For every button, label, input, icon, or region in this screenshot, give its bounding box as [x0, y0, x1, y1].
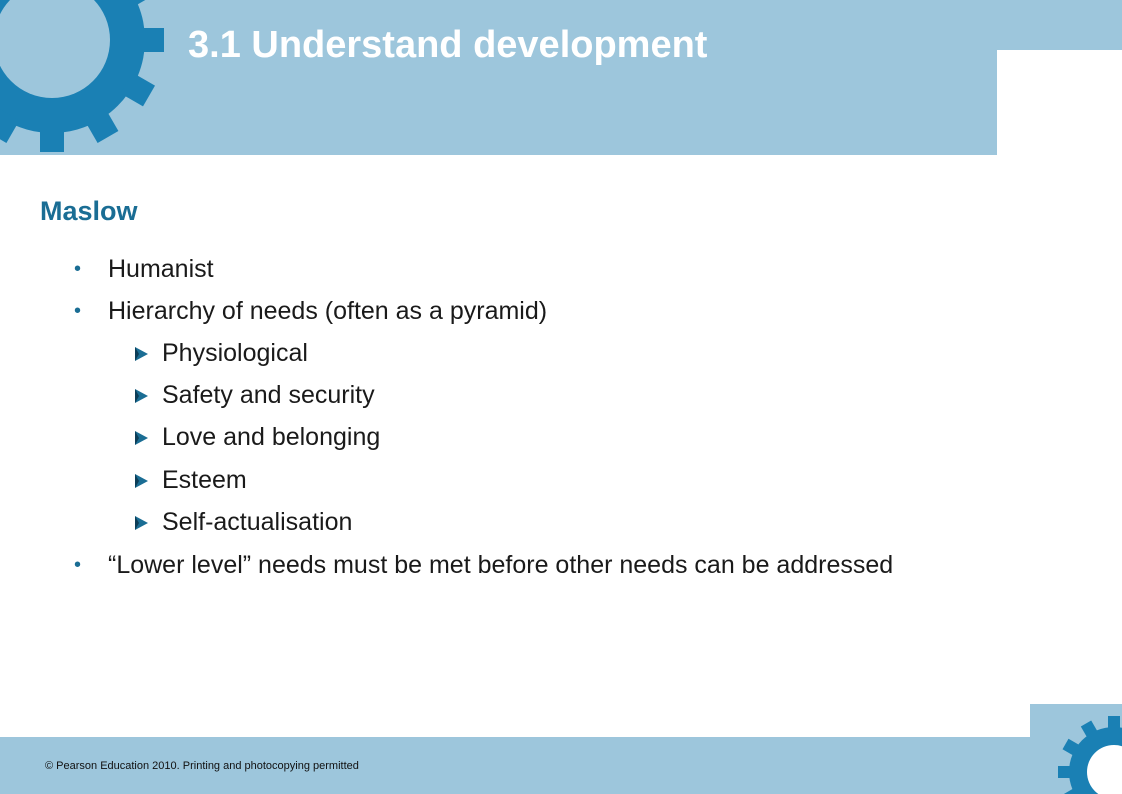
bullet-dot: •	[74, 554, 82, 576]
arrow-bullet-icon	[133, 515, 149, 531]
header-band-extension	[997, 0, 1122, 50]
list-item-text: “Lower level” needs must be met before other needs can be addressed	[108, 551, 894, 579]
bullet-dot: •	[74, 300, 82, 322]
bullet-dot: •	[74, 258, 82, 280]
sub-list-item	[162, 420, 380, 455]
list-item-text: Hierarchy of needs (often as a pyramid)	[108, 297, 548, 325]
list-item-text: Humanist	[108, 255, 214, 283]
sub-list-item-text: Physiological	[162, 339, 308, 367]
sub-list-item	[162, 336, 308, 371]
sub-list-item-text: Esteem	[162, 466, 247, 494]
sub-list-item	[162, 463, 247, 498]
sub-list-item	[162, 378, 375, 413]
sub-list-item	[162, 505, 352, 540]
sub-list-item-text: Love and belonging	[162, 423, 381, 451]
gear-icon	[1030, 704, 1122, 794]
gear-icon	[0, 0, 170, 155]
arrow-bullet-icon	[133, 346, 149, 362]
sub-list-item-text: Self-actualisation	[162, 508, 353, 536]
footer-copyright: © Pearson Education 2010. Printing and photocopying permitted	[45, 760, 359, 772]
list-item	[74, 252, 928, 287]
section-heading: Maslow	[40, 196, 138, 226]
slide-title: 3.1 Understand development	[188, 24, 708, 66]
arrow-bullet-icon	[133, 473, 149, 489]
list-item	[74, 548, 928, 583]
arrow-bullet-icon	[133, 430, 149, 446]
sub-list-item-text: Safety and security	[162, 381, 375, 409]
arrow-bullet-icon	[133, 388, 149, 404]
list-item	[74, 294, 928, 329]
